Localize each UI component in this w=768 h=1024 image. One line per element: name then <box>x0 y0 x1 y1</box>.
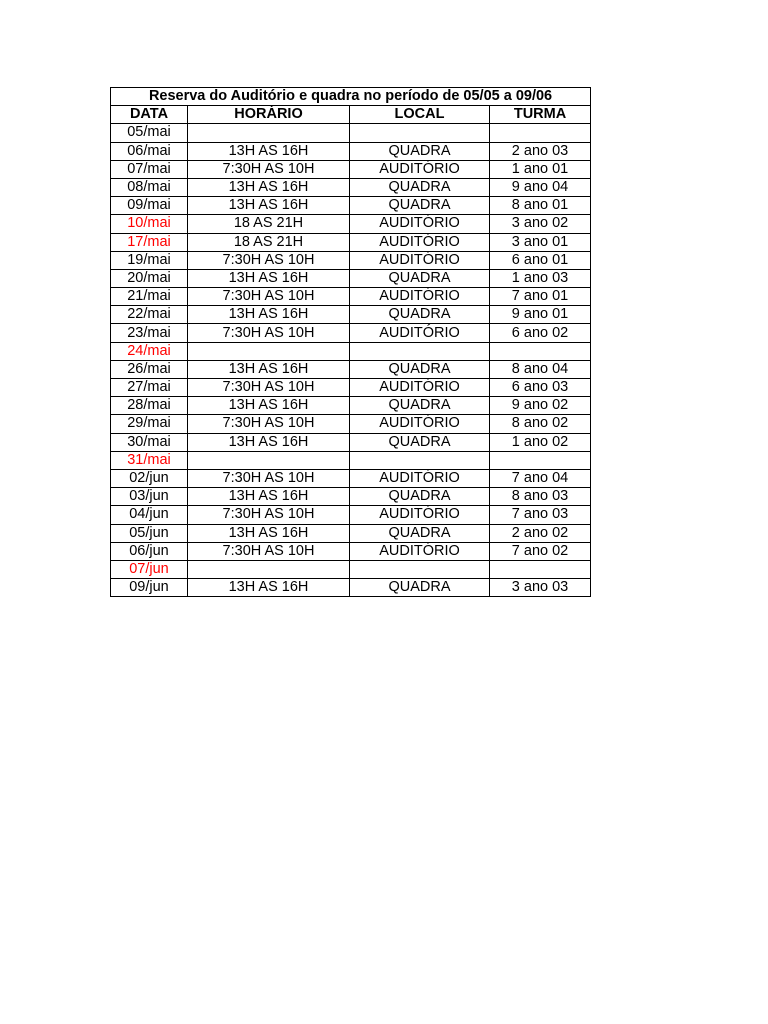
cell-class: 8 ano 04 <box>490 360 591 378</box>
cell-time: 13H AS 16H <box>188 142 350 160</box>
cell-class: 7 ano 03 <box>490 506 591 524</box>
cell-place: AUDITÓRIO <box>350 251 490 269</box>
table-row <box>111 306 591 324</box>
cell-place: AUDITÓRIO <box>350 324 490 342</box>
cell-time: 13H AS 16H <box>188 579 350 597</box>
table-row <box>111 506 591 524</box>
cell-time: 7:30H AS 10H <box>188 415 350 433</box>
cell-place: QUADRA <box>350 397 490 415</box>
header-turma: TURMA <box>490 106 591 124</box>
cell-time: 13H AS 16H <box>188 178 350 196</box>
cell-class: 6 ano 02 <box>490 324 591 342</box>
cell-class: 1 ano 03 <box>490 269 591 287</box>
header-horario: HORÁRIO <box>188 106 350 124</box>
cell-class: 8 ano 02 <box>490 415 591 433</box>
cell-time: 7:30H AS 10H <box>188 542 350 560</box>
cell-date: 26/mai <box>111 360 188 378</box>
cell-class: 3 ano 03 <box>490 579 591 597</box>
table-row <box>111 269 591 287</box>
table-row <box>111 142 591 160</box>
cell-date: 31/mai <box>111 451 188 469</box>
cell-place <box>350 560 490 578</box>
cell-class: 9 ano 04 <box>490 178 591 196</box>
cell-place <box>350 124 490 142</box>
cell-class <box>490 124 591 142</box>
cell-date: 23/mai <box>111 324 188 342</box>
cell-date: 30/mai <box>111 433 188 451</box>
cell-place: QUADRA <box>350 433 490 451</box>
cell-date: 19/mai <box>111 251 188 269</box>
table-row <box>111 579 591 597</box>
cell-class: 6 ano 03 <box>490 379 591 397</box>
cell-class <box>490 560 591 578</box>
cell-place: QUADRA <box>350 197 490 215</box>
table-row <box>111 488 591 506</box>
cell-class: 7 ano 01 <box>490 288 591 306</box>
reservation-table <box>110 87 591 597</box>
cell-time: 7:30H AS 10H <box>188 379 350 397</box>
cell-place: AUDITÓRIO <box>350 215 490 233</box>
table-row <box>111 324 591 342</box>
cell-time: 13H AS 16H <box>188 488 350 506</box>
cell-place: AUDITÓRIO <box>350 160 490 178</box>
table-row <box>111 360 591 378</box>
cell-time: 13H AS 16H <box>188 197 350 215</box>
cell-class: 3 ano 01 <box>490 233 591 251</box>
cell-time: 7:30H AS 10H <box>188 251 350 269</box>
cell-date: 28/mai <box>111 397 188 415</box>
cell-class: 1 ano 01 <box>490 160 591 178</box>
cell-date: 24/mai <box>111 342 188 360</box>
cell-place: AUDITÓRIO <box>350 233 490 251</box>
cell-class: 9 ano 02 <box>490 397 591 415</box>
cell-date: 08/mai <box>111 178 188 196</box>
table-row <box>111 379 591 397</box>
cell-class: 7 ano 04 <box>490 469 591 487</box>
spreadsheet-page <box>110 87 591 597</box>
cell-date: 06/mai <box>111 142 188 160</box>
cell-date: 07/mai <box>111 160 188 178</box>
table-row <box>111 451 591 469</box>
header-local: LOCAL <box>350 106 490 124</box>
table-row <box>111 124 591 142</box>
cell-class: 8 ano 03 <box>490 488 591 506</box>
table-row <box>111 415 591 433</box>
cell-time: 7:30H AS 10H <box>188 506 350 524</box>
cell-time: 7:30H AS 10H <box>188 160 350 178</box>
cell-date: 03/jun <box>111 488 188 506</box>
cell-time: 7:30H AS 10H <box>188 288 350 306</box>
cell-place: AUDITÓRIO <box>350 288 490 306</box>
cell-place: QUADRA <box>350 269 490 287</box>
table-row <box>111 542 591 560</box>
cell-place: QUADRA <box>350 524 490 542</box>
table-row <box>111 524 591 542</box>
table-row <box>111 160 591 178</box>
header-data: DATA <box>111 106 188 124</box>
cell-date: 20/mai <box>111 269 188 287</box>
cell-time: 13H AS 16H <box>188 433 350 451</box>
table-row <box>111 560 591 578</box>
table-row <box>111 433 591 451</box>
cell-date: 04/jun <box>111 506 188 524</box>
cell-date: 09/jun <box>111 579 188 597</box>
cell-place: AUDITÓRIO <box>350 506 490 524</box>
cell-time <box>188 124 350 142</box>
table-row <box>111 197 591 215</box>
table-row <box>111 469 591 487</box>
cell-class: 7 ano 02 <box>490 542 591 560</box>
cell-time <box>188 342 350 360</box>
cell-time: 7:30H AS 10H <box>188 324 350 342</box>
cell-place: QUADRA <box>350 579 490 597</box>
table-row <box>111 178 591 196</box>
cell-date: 05/jun <box>111 524 188 542</box>
cell-time: 13H AS 16H <box>188 306 350 324</box>
cell-class: 6 ano 01 <box>490 251 591 269</box>
cell-date: 05/mai <box>111 124 188 142</box>
table-title: Reserva do Auditório e quadra no período de 05/05 a 09/06 <box>111 88 591 106</box>
cell-place: AUDITÓRIO <box>350 469 490 487</box>
table-row <box>111 233 591 251</box>
table-row <box>111 215 591 233</box>
table-header-row <box>111 106 591 124</box>
table-row <box>111 251 591 269</box>
cell-date: 09/mai <box>111 197 188 215</box>
cell-class: 2 ano 03 <box>490 142 591 160</box>
cell-time: 18 AS 21H <box>188 215 350 233</box>
table-body <box>111 88 591 597</box>
cell-time: 18 AS 21H <box>188 233 350 251</box>
cell-class: 1 ano 02 <box>490 433 591 451</box>
cell-time: 13H AS 16H <box>188 360 350 378</box>
cell-date: 29/mai <box>111 415 188 433</box>
cell-time: 13H AS 16H <box>188 269 350 287</box>
cell-place: AUDITÓRIO <box>350 379 490 397</box>
cell-time: 7:30H AS 10H <box>188 469 350 487</box>
cell-date: 17/mai <box>111 233 188 251</box>
cell-date: 06/jun <box>111 542 188 560</box>
cell-date: 21/mai <box>111 288 188 306</box>
cell-class: 3 ano 02 <box>490 215 591 233</box>
cell-class <box>490 342 591 360</box>
cell-date: 10/mai <box>111 215 188 233</box>
cell-class: 2 ano 02 <box>490 524 591 542</box>
cell-date: 07/jun <box>111 560 188 578</box>
cell-date: 22/mai <box>111 306 188 324</box>
cell-place: QUADRA <box>350 488 490 506</box>
cell-place: QUADRA <box>350 178 490 196</box>
cell-place <box>350 342 490 360</box>
cell-class: 8 ano 01 <box>490 197 591 215</box>
cell-place: QUADRA <box>350 306 490 324</box>
table-title-row <box>111 88 591 106</box>
cell-place: QUADRA <box>350 360 490 378</box>
cell-place <box>350 451 490 469</box>
table-row <box>111 288 591 306</box>
table-row <box>111 342 591 360</box>
cell-place: QUADRA <box>350 142 490 160</box>
cell-date: 02/jun <box>111 469 188 487</box>
table-row <box>111 397 591 415</box>
cell-place: AUDITÓRIO <box>350 415 490 433</box>
cell-class: 9 ano 01 <box>490 306 591 324</box>
cell-time <box>188 451 350 469</box>
cell-time: 13H AS 16H <box>188 524 350 542</box>
cell-time: 13H AS 16H <box>188 397 350 415</box>
cell-place: AUDITÓRIO <box>350 542 490 560</box>
cell-class <box>490 451 591 469</box>
cell-date: 27/mai <box>111 379 188 397</box>
cell-time <box>188 560 350 578</box>
